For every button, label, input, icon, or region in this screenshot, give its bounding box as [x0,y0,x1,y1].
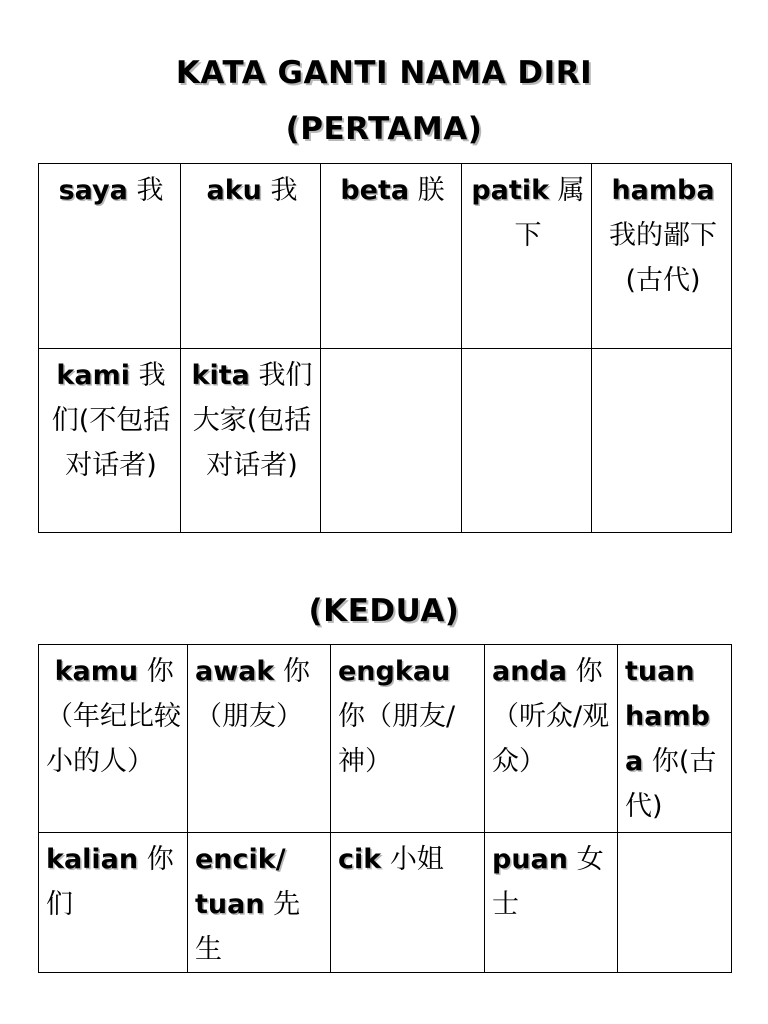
table-cell [592,164,732,349]
table-cell [181,164,321,349]
pronoun-word: cik [338,844,382,875]
pronoun-word: awak [195,656,275,687]
pronoun-meaning: 你（朋友/神） [338,701,456,777]
table-cell-empty [618,833,732,973]
table-cell [331,833,485,973]
table-cell [181,349,321,533]
table-cell [485,833,618,973]
table-row [39,645,732,833]
pronoun-meaning: 我的鄙下 (古代) [609,220,717,296]
pronoun-meaning: 朕 [417,175,445,206]
pronoun-meaning: 属下 [514,175,585,251]
pronoun-word: puan [492,844,568,875]
pronoun-meaning: 你（朋友） [195,656,310,732]
table-row [39,349,732,533]
pronoun-word: kalian [46,844,139,875]
pronoun-word: kami [56,360,130,391]
pronoun-word: aku [206,175,262,206]
table-cell [331,645,485,833]
table-row [39,833,732,973]
table-cell [462,164,592,349]
pronoun-meaning: 我们(不包括对话者) [51,360,171,481]
table-cell [618,645,732,833]
table-row [39,164,732,349]
kedua-table [38,644,732,973]
section-heading-kedua: (KEDUA) [308,593,460,629]
pronoun-word: kita [191,360,250,391]
table-cell-empty [321,349,462,533]
pronoun-word: saya [58,175,128,206]
pronoun-word: kamu [54,656,139,687]
table-cell [188,645,331,833]
pertama-table [38,163,732,533]
table-cell [39,833,188,973]
table-cell [39,164,181,349]
table-cell [188,833,331,973]
pronoun-meaning: 你（听众/观众） [492,656,610,777]
pronoun-word: engkau [338,656,451,687]
pronoun-word: encik/ tuan [195,844,286,920]
pronoun-meaning: 我 [270,175,298,206]
pronoun-meaning: 我们大家(包括对话者) [192,360,313,481]
pronoun-meaning: 女士 [492,844,604,920]
pronoun-meaning: 小姐 [389,844,444,875]
pronoun-word: anda [492,656,567,687]
table-cell [321,164,462,349]
pronoun-word: hamba [611,175,715,206]
table-cell [39,645,188,833]
pronoun-word: beta [340,175,410,206]
pronoun-meaning: 你(古代) [625,746,717,822]
page-title: KATA GANTI NAMA DIRI [175,55,593,91]
pronoun-meaning: 你们 [46,844,174,920]
pronoun-word: patik [471,175,550,206]
table-cell [39,349,181,533]
pronoun-meaning: 你（年纪比较小的人） [46,656,181,777]
section-heading-pertama: (PERTAMA) [285,111,483,147]
table-cell-empty [592,349,732,533]
table-cell-empty [462,349,592,533]
pronoun-meaning: 先生 [195,889,301,965]
pronoun-meaning: 我 [136,175,164,206]
pronoun-word: tuan hamba [625,656,710,777]
table-cell [485,645,618,833]
